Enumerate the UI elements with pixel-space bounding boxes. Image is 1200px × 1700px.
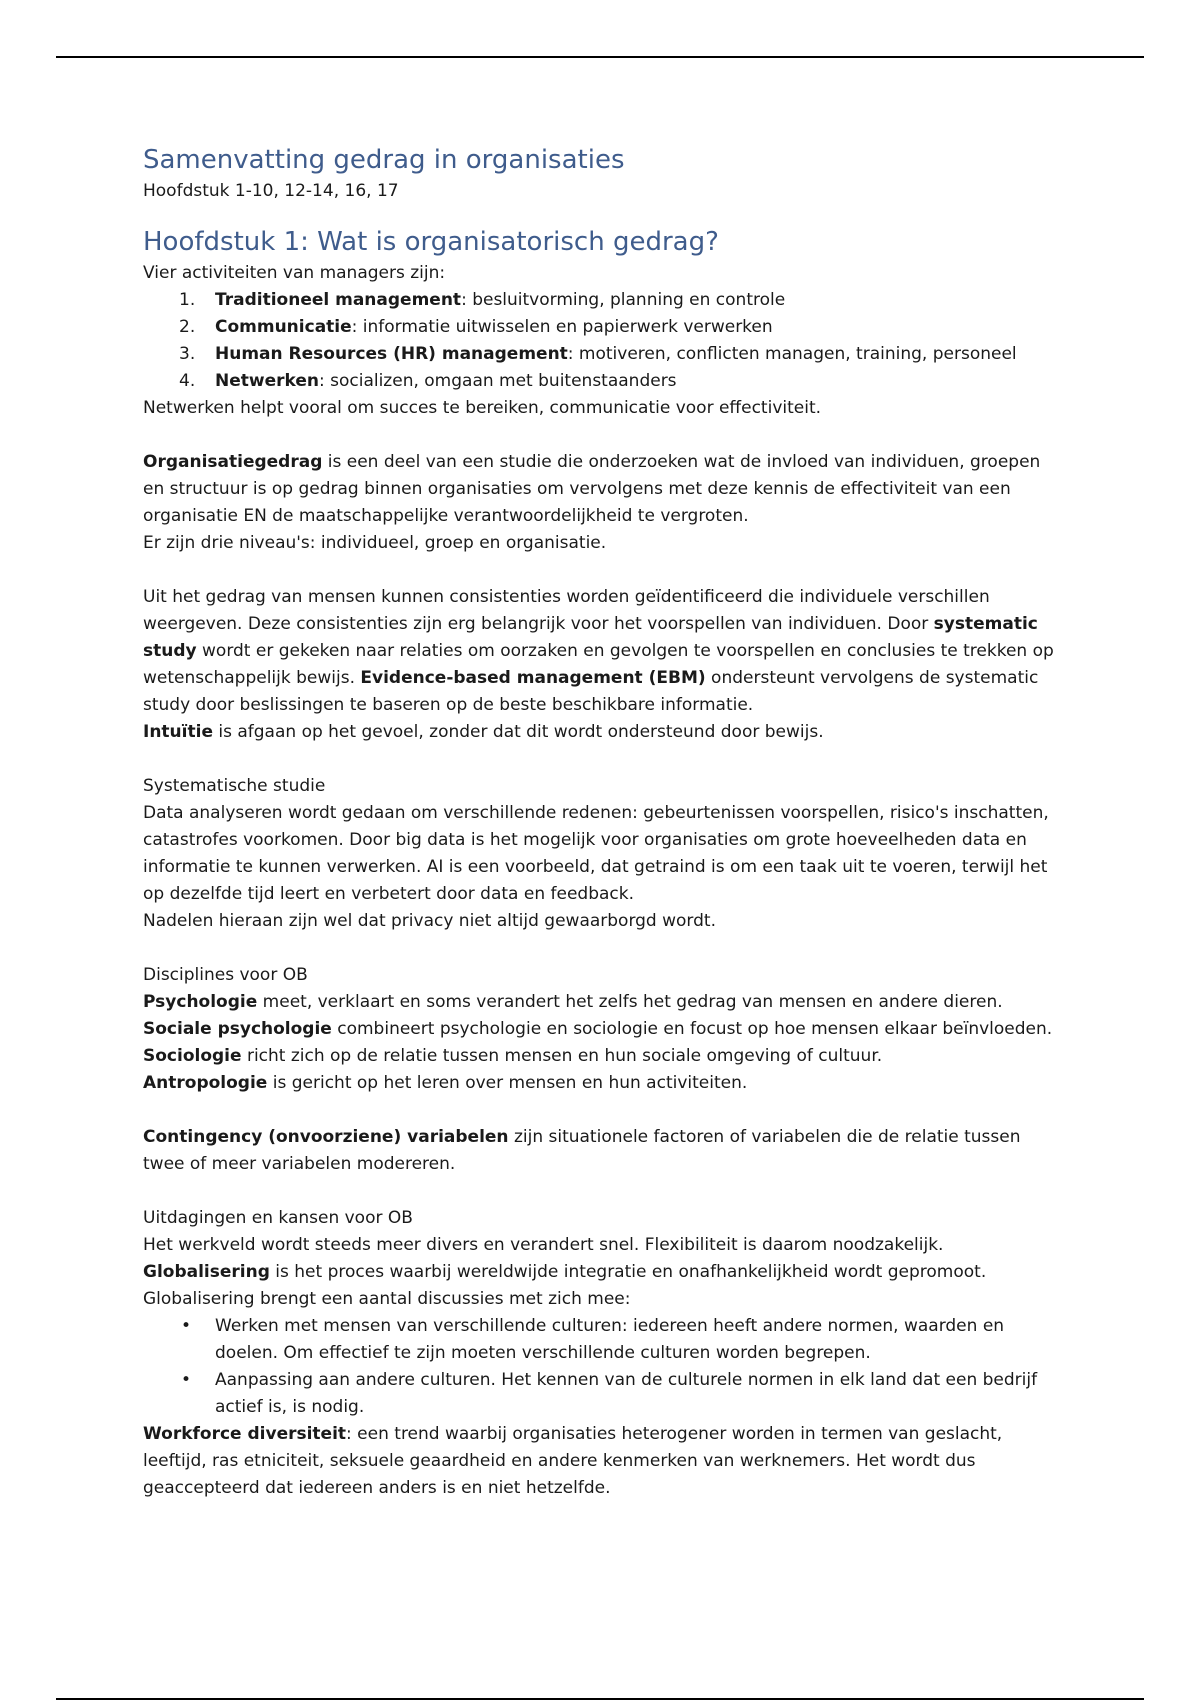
section-label-challenges: Uitdagingen en kansen voor OB bbox=[143, 1208, 413, 1228]
list-item: • Aanpassing aan andere culturen. Het kennen van de culturele normen in elk land dat een bedrijf actief is, is nodig. bbox=[143, 1367, 1063, 1421]
document-page bbox=[143, 142, 1063, 1502]
consistency-paragraph: Uit het gedrag van mensen kunnen consistenties worden geïdentificeerd die individuele verschillen weergeven. Deze consistenties zijn erg belangrijk voor het voorspellen van individuen. Door systematic study wordt er gekeken naar relaties om oorzaken en gevolgen te voorspellen en conclusies te trekken op wetenschappelijk bewijs. Evidence-based management (EBM) ondersteunt vervolgens de systematic study door beslissingen te baseren op de beste beschikbare informatie. bbox=[143, 587, 1054, 715]
list-item: 4. Netwerken: socializen, omgaan met buitenstaanders bbox=[179, 371, 677, 391]
systematic-paragraph: Data analyseren wordt gedaan om verschillende redenen: gebeurtenissen voorspellen, risico's inschatten, catastrofes voorkomen. Door big data is het mogelijk voor organisaties om grote hoeveelheden data en informatie te kunnen verwerken. AI is een voorbeeld, dat getraind is om een taak uit te voeren, terwijl het op dezelfde tijd leert en verbetert door data en feedback. bbox=[143, 803, 1049, 904]
discipline-item: Psychologie meet, verklaart en soms verandert het zelfs het gedrag van mensen en andere dieren. bbox=[143, 992, 1003, 1012]
document-title: Samenvatting gedrag in organisaties bbox=[143, 145, 625, 175]
globalisation-definition: Globalisering is het proces waarbij wereldwijde integratie en onafhankelijkheid wordt gepromoot. bbox=[143, 1262, 987, 1282]
list-item: 2. Communicatie: informatie uitwisselen en papierwerk verwerken bbox=[179, 317, 773, 337]
ob-definition: Organisatiegedrag is een deel van een studie die onderzoeken wat de invloed van individuen, groepen en structuur is op gedrag binnen organisaties om vervolgens met deze kennis de effectiviteit van een organisatie EN de maatschappelijke verantwoordelijkheid te vergroten. bbox=[143, 452, 1041, 526]
globalisation-intro: Globalisering brengt een aantal discussies met zich mee: bbox=[143, 1289, 631, 1309]
list-item: 3. Human Resources (HR) management: motiveren, conflicten managen, training, personeel bbox=[179, 344, 1017, 364]
top-rule bbox=[56, 56, 1144, 58]
systematic-drawbacks: Nadelen hieraan zijn wel dat privacy niet altijd gewaarborgd wordt. bbox=[143, 911, 716, 931]
contingency-paragraph: Contingency (onvoorziene) variabelen zijn situationele factoren of variabelen die de relatie tussen twee of meer variabelen modereren. bbox=[143, 1127, 1021, 1174]
list-item: • Werken met mensen van verschillende culturen: iedereen heeft andere normen, waarden en doelen. Om effectief te zijn moeten verschillende culturen worden begrepen. bbox=[143, 1313, 1063, 1367]
section-label-disciplines: Disciplines voor OB bbox=[143, 965, 308, 985]
globalisation-list bbox=[143, 1313, 1063, 1421]
bullet-icon: • bbox=[181, 1316, 192, 1336]
intuition-paragraph: Intuïtie is afgaan op het gevoel, zonder dat dit wordt ondersteund door bewijs. bbox=[143, 722, 824, 742]
discipline-item: Sociologie richt zich op de relatie tussen mensen en hun sociale omgeving of cultuur. bbox=[143, 1046, 883, 1066]
section-label-systematic: Systematische studie bbox=[143, 776, 326, 796]
workforce-diversity-paragraph: Workforce diversiteit: een trend waarbij organisaties heterogener worden in termen van geslacht, leeftijd, ras etniciteit, seksuele geaardheid en andere kenmerken van werknemers. Het wordt dus geaccepteerd dat iedereen anders is en niet hetzelfde. bbox=[143, 1424, 1003, 1498]
discipline-item: Antropologie is gericht op het leren over mensen en hun activiteiten. bbox=[143, 1073, 748, 1093]
intro-text: Vier activiteiten van managers zijn: bbox=[143, 263, 446, 283]
challenges-intro: Het werkveld wordt steeds meer divers en verandert snel. Flexibiliteit is daarom noodzakelijk. bbox=[143, 1235, 944, 1255]
document-subtitle: Hoofdstuk 1-10, 12-14, 16, 17 bbox=[143, 181, 399, 201]
activities-note: Netwerken helpt vooral om succes te bereiken, communicatie voor effectiviteit. bbox=[143, 398, 822, 418]
chapter-heading: Hoofdstuk 1: Wat is organisatorisch gedrag? bbox=[143, 227, 719, 257]
ob-levels: Er zijn drie niveau's: individueel, groep en organisatie. bbox=[143, 533, 607, 553]
bullet-icon: • bbox=[181, 1370, 192, 1390]
list-item: 1. Traditioneel management: besluitvorming, planning en controle bbox=[179, 290, 786, 310]
activities-list bbox=[143, 287, 1063, 395]
discipline-item: Sociale psychologie combineert psychologie en sociologie en focust op hoe mensen elkaar beïnvloeden. bbox=[143, 1019, 1053, 1039]
